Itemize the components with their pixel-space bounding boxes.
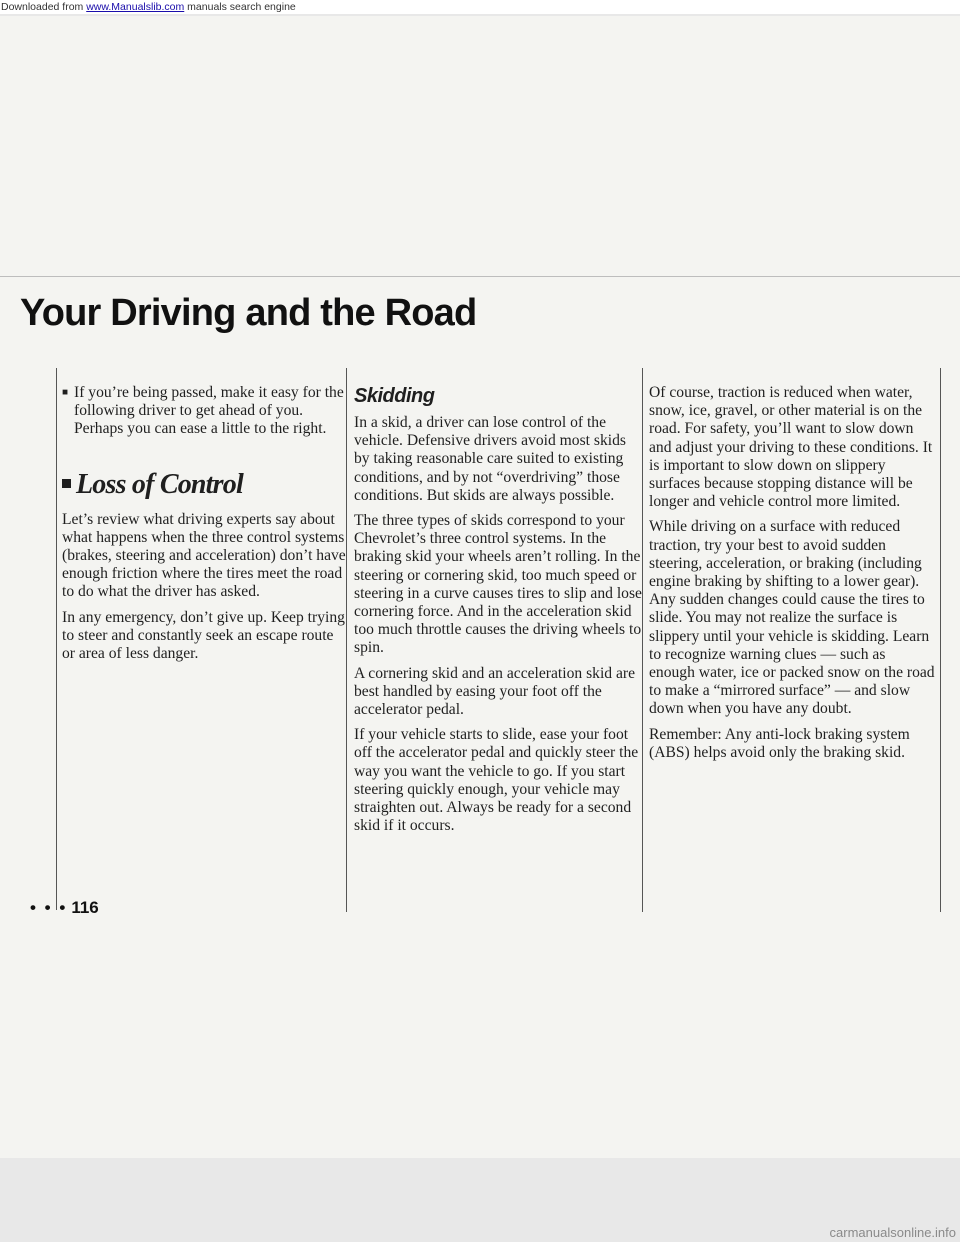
- manualslib-link[interactable]: www.Manualslib.com: [86, 1, 185, 13]
- column-2: [354, 384, 642, 842]
- list-item: [62, 384, 346, 439]
- section-heading-text: Loss of Control: [76, 468, 243, 500]
- column-divider-2: [642, 368, 643, 912]
- page-number: [30, 898, 99, 918]
- sub-heading-skidding: Skidding: [354, 385, 435, 407]
- source-suffix: manuals search engine: [184, 1, 296, 13]
- bullet-text: If you’re being passed, make it easy for the following driver to get ahead of you. Perhaps you can ease a little to the right.: [74, 384, 344, 438]
- source-prefix: Downloaded from: [1, 1, 87, 13]
- heading-square-icon: [62, 479, 71, 488]
- page-number-value: 116: [71, 898, 99, 917]
- paragraph: In any emergency, don’t give up. Keep trying to steer and constantly seek an escape route or area of less danger.: [62, 608, 345, 663]
- column-1: [62, 384, 346, 670]
- left-margin-rule: [56, 368, 57, 910]
- paragraph: If your vehicle starts to slide, ease your foot off the accelerator pedal and quickly steer the way you want the vehicle to go. If you start steering quickly enough, your vehicle may straighten out. Always be ready for a second skid if it occurs.: [354, 726, 639, 835]
- paragraph: While driving on a surface with reduced traction, try your best to avoid sudden steering, acceleration, or braking (including engine braking by shifting to a lower gear). Any sudden changes could cause the tires to slide. You may not realize the surface is slippery until your vehicle is skidding. Learn to recognize warning clues — such as enough water, ice or packed snow on the road to make a “mirrored surface” — and slow down when you have any doubt.: [649, 518, 935, 718]
- right-margin-rule: [940, 368, 941, 912]
- page-title: Your Driving and the Road: [20, 292, 477, 334]
- page-number-dots: • • •: [30, 898, 68, 917]
- header-rule: [0, 276, 960, 277]
- download-source-bar: [0, 0, 960, 14]
- column-divider-1: [346, 368, 347, 912]
- bullet-square-icon: ■: [62, 387, 69, 398]
- paragraph: Remember: Any anti-lock braking system (ABS) helps avoid only the braking skid.: [649, 725, 910, 761]
- section-heading-loss-of-control: [62, 469, 346, 501]
- paragraph: Let’s review what driving experts say about what happens when the three control systems (brakes, steering and acceleration) don’t have enough friction where the tires meet the road to do what the driver has asked.: [62, 510, 346, 601]
- paragraph: A cornering skid and an acceleration skid are best handled by easing your foot off the accelerator pedal.: [354, 664, 636, 719]
- paragraph: In a skid, a driver can lose control of the vehicle. Defensive drivers avoid most skids by taking reasonable care suited to existing conditions, and by not “overdriving” those conditions. But skids are always possible.: [354, 414, 626, 504]
- paragraph: Of course, traction is reduced when water, snow, ice, gravel, or other material is on the road. For safety, you’ll want to slow down and adjust your driving to these conditions. It is important to slow down on slippery surfaces because stopping distance will be longer and vehicle control more limited.: [649, 384, 933, 511]
- column-3: [649, 384, 935, 769]
- manual-page: [0, 16, 960, 1158]
- paragraph: The three types of skids correspond to your Chevrolet’s three control systems. In the braking skid your wheels aren’t rolling. In the steering or cornering skid, too much speed or steering in a curve causes tires to slip and lose cornering force. And in the acceleration skid too much throttle causes the driving wheels to spin.: [354, 512, 642, 657]
- watermark: carmanualsonline.info: [829, 1225, 956, 1240]
